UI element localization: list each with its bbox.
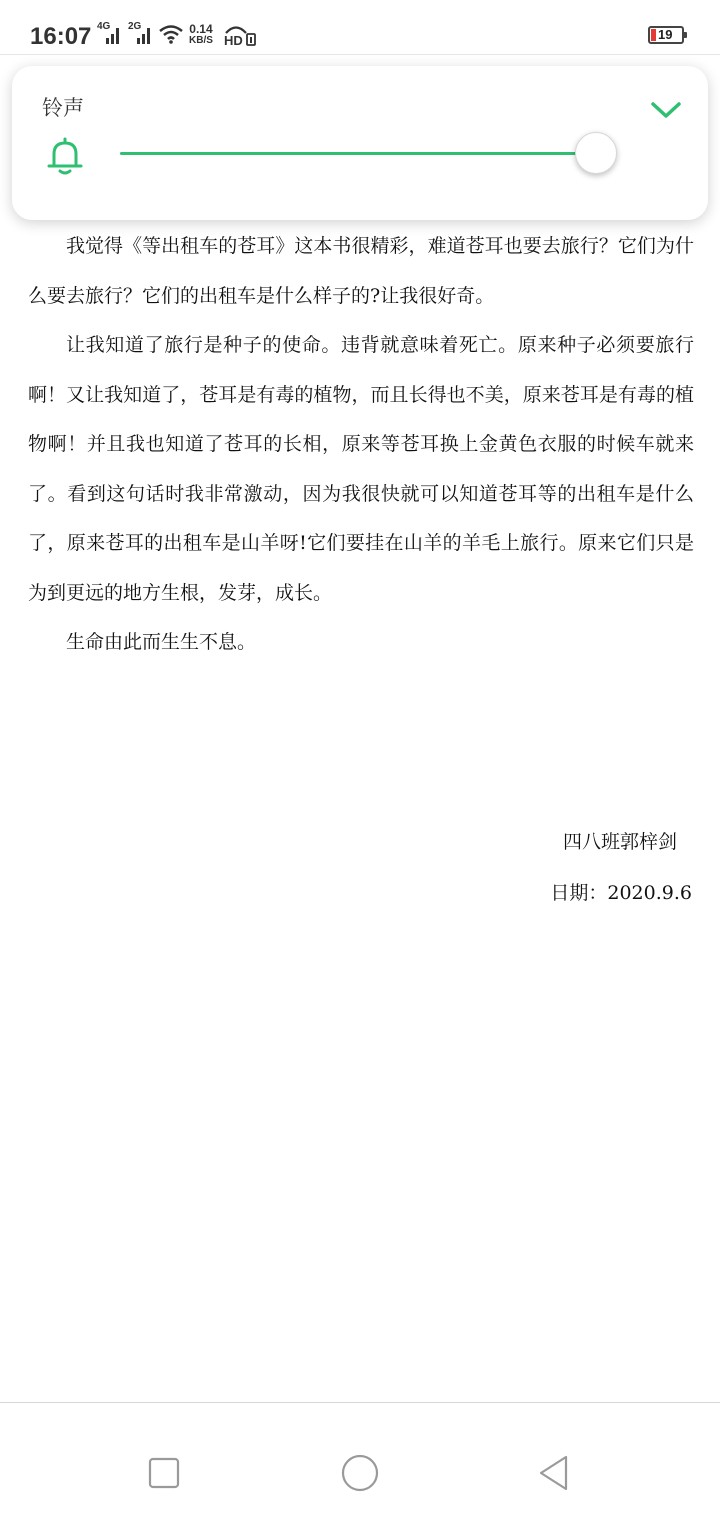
- document-date: 日期：2020.9.6: [550, 882, 692, 904]
- wifi-icon: [158, 24, 184, 44]
- signal-2g-icon: [128, 22, 154, 46]
- signal-2g-label: 2G: [128, 21, 142, 32]
- volume-panel-title: 铃声: [42, 96, 84, 120]
- battery-level: 19: [658, 27, 673, 42]
- paragraph-1: 我觉得《等出租车的苍耳》这本书很精彩，难道苍耳也要去旅行？它们为什么要去旅行？它们的出租车是什么样子的?让我很好奇。: [28, 235, 694, 307]
- hd-label: HD: [224, 33, 243, 46]
- circle-icon[interactable]: [340, 1453, 380, 1493]
- bell-icon[interactable]: [46, 136, 84, 176]
- signal-4g-label: 4G: [97, 21, 111, 32]
- navigation-bar: [0, 1402, 720, 1521]
- volume-panel: [12, 66, 708, 220]
- network-speed-unit: KB/S: [189, 35, 213, 46]
- signal-4g-icon: [97, 22, 123, 46]
- battery-fill: [651, 29, 656, 41]
- network-speed-value: 0.14: [189, 22, 213, 36]
- hd-voice-icon: [223, 24, 257, 46]
- chevron-down-icon[interactable]: [648, 94, 684, 124]
- paragraph-3: 生命由此而生生不息。: [66, 631, 257, 653]
- author-signature: 四八班郭梓剑: [562, 831, 677, 853]
- square-icon[interactable]: [144, 1453, 184, 1493]
- volume-slider-track[interactable]: [120, 152, 596, 155]
- status-time: 16:07: [30, 23, 92, 50]
- volume-slider-thumb[interactable]: [575, 132, 617, 174]
- document-body: [28, 222, 694, 668]
- paragraph-2: 让我知道了旅行是种子的使命。违背就意味着死亡。原来种子必须要旅行啊！又让我知道了，苍耳是有毒的植物，而且长得也不美，原来苍耳是有毒的植物啊！并且我也知道了苍耳的长相，原来等苍耳换上金黄色衣服的时候车就来了。看到这句话时我非常激动，因为我很快就可以知道苍耳等的出租车是什么了，原来苍耳的出租车是山羊呀!它们要挂在山羊的羊毛上旅行。原来它们只是为到更远的地方生根，发芽，成长。: [28, 334, 694, 604]
- network-speed: [189, 23, 213, 47]
- battery-icon: [648, 26, 684, 44]
- volume-slider-fill: [120, 152, 582, 155]
- triangle-back-icon[interactable]: [536, 1453, 576, 1493]
- status-bar: [0, 0, 720, 55]
